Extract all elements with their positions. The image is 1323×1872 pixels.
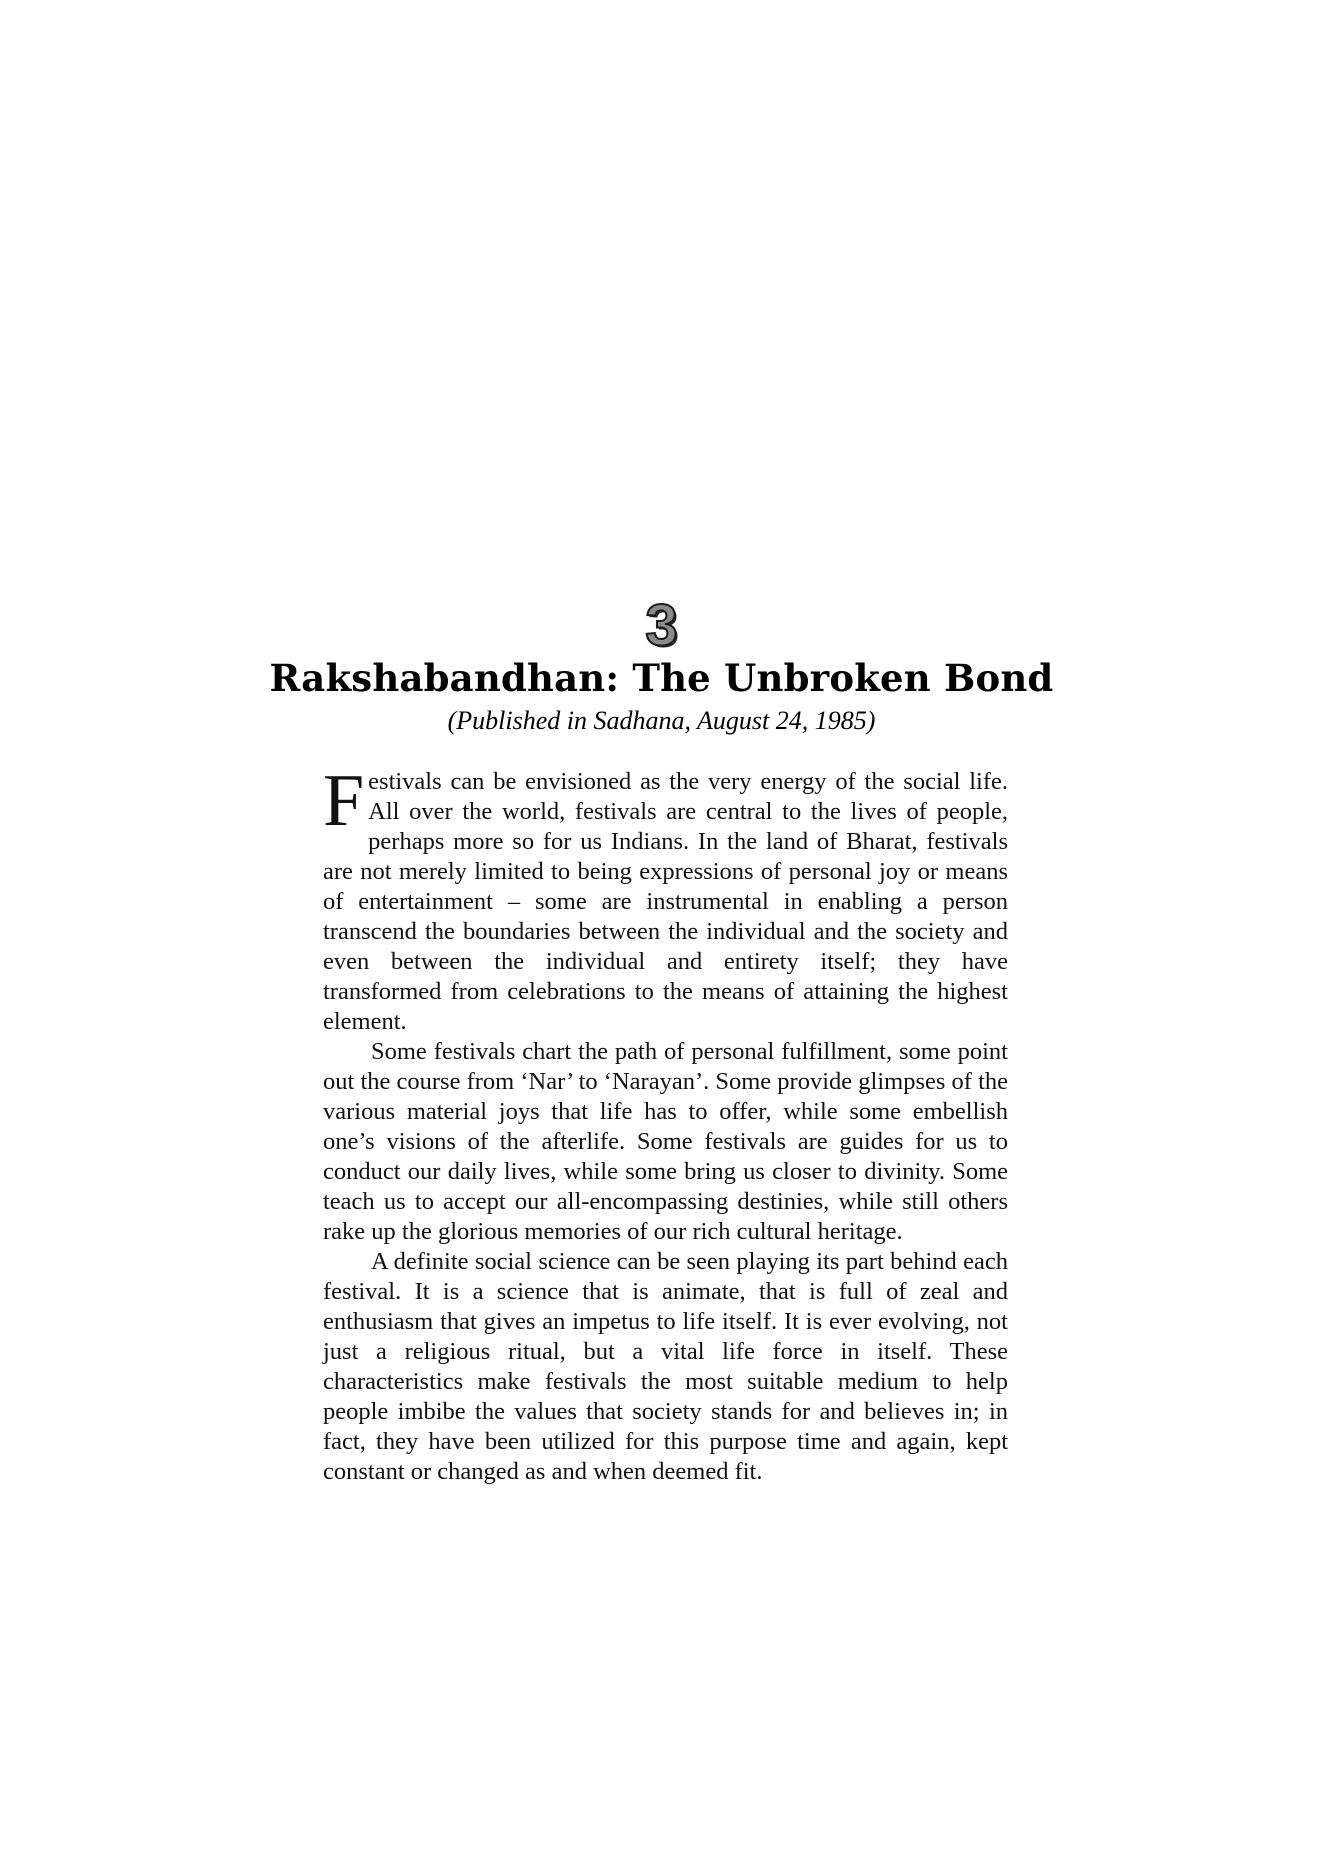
chapter-subtitle: (Published in Sadhana, August 24, 1985) — [447, 706, 876, 735]
drop-cap: F — [323, 760, 365, 842]
paragraph-2: Some festivals chart the path of personal fulfillment, some point out the course from ‘Nar’ to ‘Narayan’. Some provide glimpses of the various material joys that life has to offer, while some embellish one’s visions of the afterlife. Some festivals are guides for us to conduct our daily lives, while some bring us closer to divinity. Some teach us to accept our all-encompassing destinies, while still others rake up the glorious memories of our rich cultural heritage. — [323, 1038, 1008, 1245]
chapter-number: 3 — [645, 593, 678, 658]
paragraph-3: A definite social science can be seen playing its part behind each festival. It is a science that is animate, that is full of zeal and enthusiasm that gives an impetus to life itself. It is ever evolving, not just a religious ritual, but a vital life force in itself. These characteristics make festivals the most suitable medium to help people imbibe the values that society stands for and believes in; in fact, they have been utilized for this purpose time and again, kept constant or changed as and when deemed fit. — [323, 1248, 1008, 1485]
chapter-title: Rakshabandhan: The Unbroken Bond — [269, 656, 1054, 700]
paragraph-1-text: estivals can be envisioned as the very energy of the social life. All over the world, festivals are central to the lives of people, perhaps more so for us Indians. In the land of Bharat, festivals are not merely limited to being expressions of personal joy or means of entertainment – some are instrumental in enabling a person transcend the boundaries between the individual and the society and even between the individual and entirety itself; they have transformed from celebrations to the means of attaining the highest element. — [323, 768, 1008, 1035]
paragraph-1 — [323, 760, 1008, 1037]
chapter-body — [323, 760, 1008, 1487]
